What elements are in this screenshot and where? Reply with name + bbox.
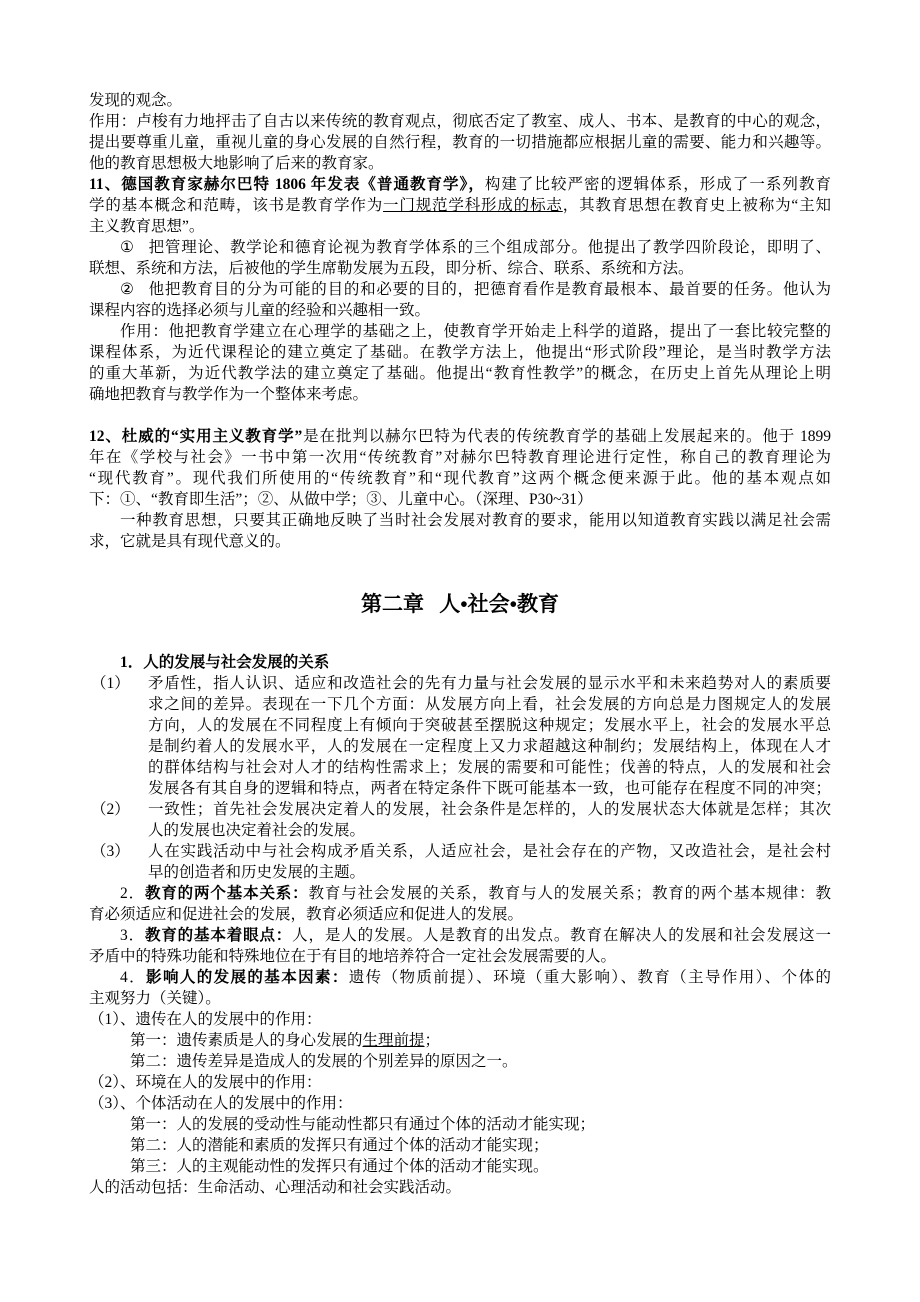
section-bold-heading: 教育的基本着眼点： bbox=[144, 927, 293, 944]
section-text: 遗传（物质前提）、环境（重大影响）、教育（主导作用）、个体的 bbox=[348, 969, 831, 986]
dewey-title-line bbox=[89, 426, 831, 447]
herbart-line bbox=[89, 195, 831, 216]
list-line: 早的创造者和历史发展的主题。 bbox=[148, 864, 366, 881]
herbart-text: ，其教育思想在教育史上被称为“主知 bbox=[562, 197, 831, 214]
section-bold-heading: 影响人的发展的基本因素： bbox=[146, 969, 349, 986]
section-number: 2． bbox=[120, 885, 145, 902]
rousseau-effect-line: 他的教育思想极大地影响了后来的教育家。 bbox=[89, 155, 384, 172]
list-line: 求之间的差异。表现在一下几个方面：从发展方向上看，社会发展的方向总是力图规定人的发展 bbox=[148, 696, 831, 713]
section-bold-heading: 教育的两个基本关系： bbox=[144, 885, 309, 902]
list-line: 方向，人的发展在不同程度上有倾向于突破甚至摆脱这种规定；发展水平上，社会的发展水平总 bbox=[148, 717, 831, 734]
subsection-title: （1）、遗传在人的发展中的作用： bbox=[89, 1011, 322, 1028]
list-line: 一致性；首先社会发展决定着人的发展，社会条件是怎样的，人的发展状态大体就是怎样；其次 bbox=[148, 801, 831, 818]
herbart-effect-line: 作用：他把教育学建立在心理学的基础之上，使教育学开始走上科学的道路，提出了一套比较完整的 bbox=[120, 323, 831, 340]
herbart-title-line bbox=[89, 174, 831, 195]
section-text: 教育与社会发展的关系，教育与人的发展关系；教育的两个基本规律：教 bbox=[308, 885, 831, 902]
section-line: 主观努力（关键）。 bbox=[89, 990, 221, 1007]
list-line: 是制约着人的发展水平，人的发展在一定程度上又力求超越这种制约；发展结构上，体现在人才 bbox=[148, 738, 831, 755]
point-marker: ① bbox=[120, 239, 135, 256]
subsection-point: 第二：人的潜能和素质的发挥只有通过个体的活动才能实现； bbox=[130, 1137, 549, 1154]
point-text: 把管理论、教学论和德育论视为教育学体系的三个组成部分。他提出了教学四阶段论，即明了、 bbox=[148, 239, 831, 256]
point-marker: ② bbox=[120, 281, 135, 298]
herbart-point-line: 联想、系统和方法，后被他的学生席勒发展为五段，即分析、综合、联系、系统和方法。 bbox=[89, 260, 694, 277]
subsection-point: 第二：遗传差异是造成人的发展的个别差异的原因之一。 bbox=[130, 1053, 518, 1070]
herbart-line: 主义教育思想”。 bbox=[89, 218, 205, 235]
herbart-effect-line: 课程体系，为近代课程论的建立奠定了基础。在教学方法上，他提出“形式阶段”理论，是当时教学方法 bbox=[89, 344, 831, 361]
dewey-line: “现代教育”。现代我们所使用的“传统教育”和“现代教育”这两个概念便来源于此。他的基本观点如 bbox=[89, 470, 831, 487]
rousseau-effect-line: 作用：卢梭有力地抨击了自古以来传统的教育观点，彻底否定了教室、成人、书本、是教育的中心的观念， bbox=[89, 113, 831, 130]
section-line: 育必须适应和促进社会的发展，教育必须适应和促进人的发展。 bbox=[89, 906, 524, 923]
section-number: 3． bbox=[120, 927, 145, 944]
section-line bbox=[89, 967, 831, 988]
rousseau-line: 发现的观念。 bbox=[89, 92, 183, 109]
blank-line bbox=[89, 405, 831, 426]
list-item bbox=[89, 673, 831, 799]
section-title: 1．人的发展与社会发展的关系 bbox=[120, 654, 330, 671]
underlined-phrase: 生理前提 bbox=[362, 1032, 425, 1049]
dewey-title-bold: 12、杜威的“实用主义教育学” bbox=[89, 428, 303, 445]
herbart-point-line: 课程内容的选择必须与儿童的经验和兴趣相一致。 bbox=[89, 302, 431, 319]
document-page bbox=[89, 90, 831, 1198]
list-item bbox=[89, 799, 831, 841]
chapter-title: 第二章 人•社会•教育 bbox=[361, 592, 559, 616]
herbart-title-rest: 构建了比较严密的逻辑体系，形成了一系列教育 bbox=[484, 176, 831, 193]
dewey-title-rest: 是在批判以赫尔巴特为代表的传统教育学的基础上发展起来的。他于 1899 bbox=[302, 428, 831, 445]
herbart-title-bold: 11、德国教育家赫尔巴特 1806 年发表《普通教育学》， bbox=[89, 176, 485, 193]
list-line: 人在实践活动中与社会构成矛盾关系，人适应社会，是社会存在的产物，又改造社会，是社会村 bbox=[148, 843, 831, 860]
list-line: 的群体结构与社会对人才的结构性需求上；发展的需要和可能性；伐善的特点，人的发展和社会 bbox=[148, 759, 831, 776]
list-label: （2） bbox=[91, 801, 130, 818]
list-label: （1） bbox=[91, 675, 130, 692]
herbart-effect-line: 的重大革新，为近代教学法的建立奠定了基础。他提出“教育性教学”的概念，在历史上首先从理论上明 bbox=[89, 365, 831, 382]
significance-line: 求，它就是具有现代意义的。 bbox=[89, 533, 291, 550]
dewey-line: 下：①、“教育即生活”；②、从做中学；③、儿童中心。（深理、P30~31） bbox=[89, 491, 593, 508]
herbart-text: 学的基本概念和范畴，该书是教育学作为 bbox=[89, 197, 384, 214]
list-line: 人的发展也决定着社会的发展。 bbox=[148, 822, 366, 839]
subsection-title: （2）、环境在人的发展中的作用： bbox=[89, 1074, 322, 1091]
list-item bbox=[89, 841, 831, 883]
section-line bbox=[89, 925, 831, 946]
subsection-point: 第三：人的主观能动性的发挥只有通过个体的活动才能实现。 bbox=[130, 1158, 549, 1175]
herbart-point-line bbox=[89, 237, 831, 258]
subsection-point: 第一：人的发展的受动性与能动性都只有通过个体的活动才能实现； bbox=[130, 1116, 596, 1133]
herbart-effect-line: 确地把教育与教学作为一个整体来考虑。 bbox=[89, 386, 369, 403]
point-text: ； bbox=[424, 1032, 441, 1049]
closing-note: 人的活动包括：生命活动、心理活动和社会实践活动。 bbox=[89, 1179, 462, 1196]
section-line: 矛盾中的特殊功能和特殊地位在于有目的地培养符合一定社会发展需要的人。 bbox=[89, 948, 617, 965]
list-body bbox=[148, 841, 831, 883]
subsection-title: （3）、个体活动在人的发展中的作用： bbox=[89, 1095, 353, 1112]
list-body bbox=[148, 673, 831, 799]
list-label: （3） bbox=[91, 843, 130, 860]
list-body bbox=[148, 799, 831, 841]
section-text: 人，是人的发展。人是教育的出发点。教育在解决人的发展和社会发展这一 bbox=[292, 927, 831, 944]
subsection-point bbox=[89, 1030, 831, 1051]
point-text: 他把教育目的分为可能的目的和必要的目的，把德育看作是教育最根本、最首要的任务。他认为 bbox=[148, 281, 831, 298]
list-line: 矛盾性，指人认识、适应和改造社会的先有力量与社会发展的显示水平和未来趋势对人的素质要 bbox=[148, 675, 831, 692]
herbart-point-line bbox=[89, 279, 831, 300]
significance-line: 一种教育思想，只要其正确地反映了当时社会发展对教育的要求，能用以知道教育实践以满足社会需 bbox=[120, 512, 831, 529]
point-text: 第一：遗传素质是人的身心发展的 bbox=[130, 1032, 363, 1049]
section-line bbox=[89, 883, 831, 904]
underlined-phrase: 一门规范学科形成的标志 bbox=[383, 197, 563, 214]
section-number: 4． bbox=[120, 969, 147, 986]
dewey-line: 年在《学校与社会》一书中第一次用“传统教育”对赫尔巴特教育理论进行定性，称自己的教育理论为 bbox=[89, 449, 831, 466]
rousseau-effect-line: 提出要尊重儿童，重视儿童的身心发展的自然行程，教育的一切措施都应根据儿童的需要、能力和兴趣等。 bbox=[89, 134, 831, 151]
list-line: 发展各有其自身的逻辑和特点，两者在特定条件下既可能基本一致，也可能存在程度不同的冲突； bbox=[148, 780, 831, 797]
